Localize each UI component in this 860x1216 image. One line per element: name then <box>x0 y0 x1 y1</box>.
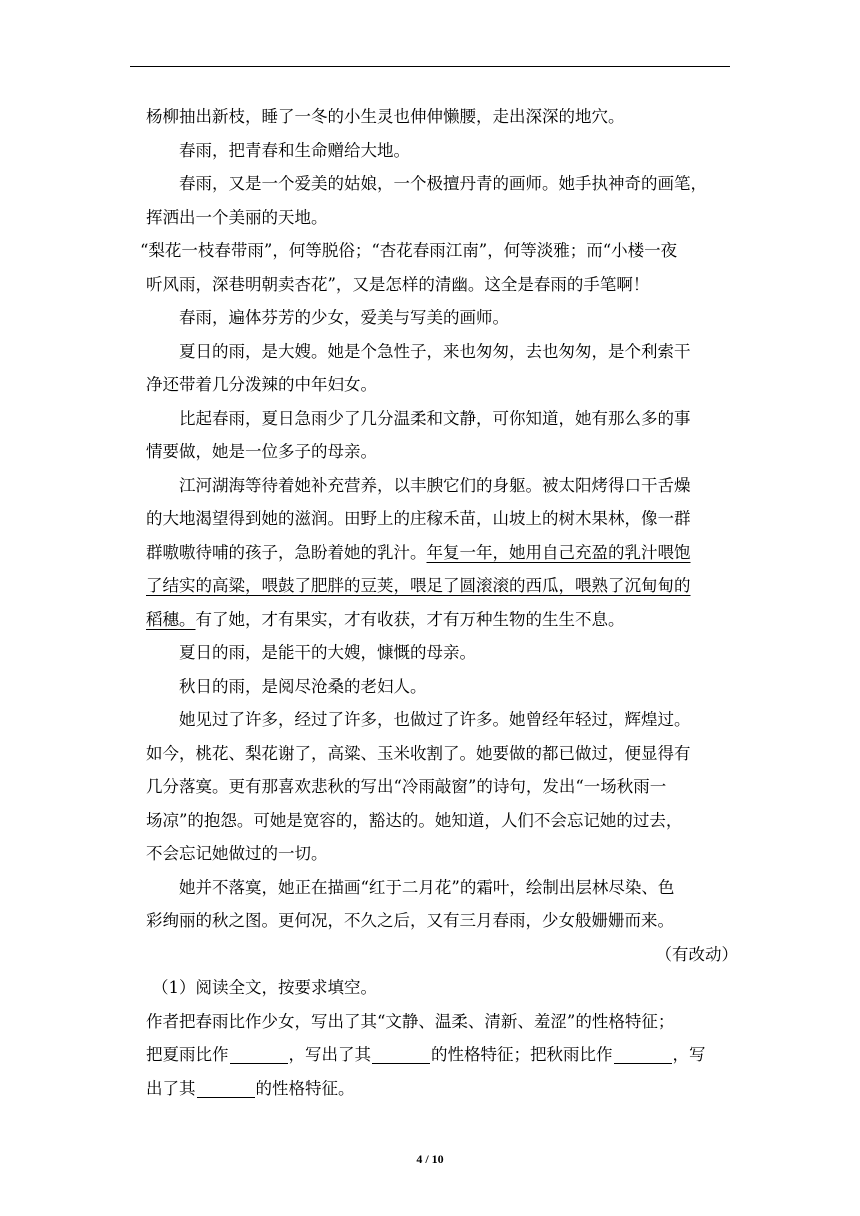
page-body <box>140 100 738 1105</box>
question-segment: 把夏雨比作 <box>146 1045 229 1064</box>
answer-blank-autumn-trait[interactable] <box>197 1077 255 1098</box>
text-line: 夏日的雨，是能干的大嫂，慷慨的母亲。 <box>179 643 476 662</box>
text-line: 的大地渴望得到她的滋润。田野上的庄稼禾苗，山坡上的树木果林，像一群 <box>146 509 691 528</box>
source-note: （有改动） <box>655 944 738 964</box>
text-line: 江河湖海等待着她补充营养，以丰腴它们的身躯。被太阳烤得口干舌燥 <box>179 475 691 495</box>
answer-blank-autumn[interactable] <box>614 1043 672 1064</box>
answer-blank-summer-trait[interactable] <box>372 1043 430 1064</box>
text-line: 如今，桃花、梨花谢了，高粱、玉米收割了。她要做的都已做过，便显得有 <box>146 743 691 763</box>
question-text <box>146 1038 730 1072</box>
question-text <box>146 1072 730 1106</box>
text-line: 春雨，遍体芬芳的少女，爱美与写美的画师。 <box>179 308 509 327</box>
question-segment: 的性格特征；把秋雨比作 <box>431 1045 613 1064</box>
text-line: 春雨，又是一个爱美的姑娘，一个极擅丹青的画师。她手执神奇的画笔， <box>179 174 707 193</box>
header-rule <box>130 66 730 67</box>
text-line: 彩绚丽的秋之图。更何况，不久之后，又有三月春雨，少女般姗姗而来。 <box>146 911 674 930</box>
answer-blank-summer[interactable] <box>230 1043 288 1064</box>
text-line: 夏日的雨，是大嫂。她是个急性子，来也匆匆，去也匆匆，是个利索干 <box>179 341 691 361</box>
text-line: 不会忘记她做过的一切。 <box>146 844 328 863</box>
text-line: 比起春雨，夏日急雨少了几分温柔和文静，可你知道，她有那么多的事 <box>179 408 691 428</box>
question-segment: ，写出了其 <box>288 1045 371 1064</box>
text-line <box>146 536 730 570</box>
question-number: （1）阅读全文，按要求填空。 <box>152 978 377 997</box>
underlined-sentence: 年复一年，她用自己充盈的乳汁喂饱 <box>426 542 691 562</box>
text-line: 情要做，她是一位多子的母亲。 <box>146 442 377 461</box>
text-line <box>146 603 730 637</box>
text-line: 杨柳抽出新枝，睡了一冬的小生灵也伸伸懒腰，走出深深的地穴。 <box>146 107 625 126</box>
page-number: 4 / 10 <box>416 1152 444 1166</box>
text-segment: 群嗷嗷待哺的孩子，急盼着她的乳汁。 <box>146 542 427 562</box>
text-line: 挥洒出一个美丽的天地。 <box>146 207 328 227</box>
question-text: 作者把春雨比作少女，写出了其“文静、温柔、清新、羞涩”的性格特征； <box>146 1011 675 1031</box>
text-segment: 有了她，才有果实，才有收获，才有万种生物的生生不息。 <box>195 609 625 629</box>
text-line: 几分落寞。更有那喜欢悲秋的写出“冷雨敲窗”的诗句，发出“一场秋雨一 <box>146 777 667 796</box>
question-segment: ，写 <box>672 1045 706 1064</box>
text-line: 春雨，把青春和生命赠给大地。 <box>179 140 410 160</box>
text-line: 她见过了许多，经过了许多，也做过了许多。她曾经年轻过，辉煌过。 <box>179 710 691 729</box>
text-line: 秋日的雨，是阅尽沧桑的老妇人。 <box>179 676 427 696</box>
text-line: “梨花一枝春带雨”，何等脱俗；“杏花春雨江南”，何等淡雅；而“小楼一夜 <box>140 241 678 260</box>
text-line: 她并不落寞，她正在描画“红于二月花”的霜叶，绘制出层林尽染、色 <box>179 877 675 897</box>
underlined-sentence: 了结实的高粱，喂鼓了肥胖的豆荚，喂足了圆滚滚的西瓜，喂熟了沉甸甸的 <box>146 576 691 595</box>
question-segment: 出了其 <box>146 1078 196 1098</box>
text-line: 场凉”的抱怨。可她是宽容的，豁达的。她知道，人们不会忘记她的过去， <box>146 810 683 830</box>
question-segment: 的性格特征。 <box>255 1078 355 1098</box>
underlined-sentence: 稻穗。 <box>146 609 196 629</box>
text-line: 听风雨，深巷明朝卖杏花”，又是怎样的清幽。这全是春雨的手笔啊！ <box>146 274 650 294</box>
text-line: 净还带着几分泼辣的中年妇女。 <box>146 375 377 394</box>
